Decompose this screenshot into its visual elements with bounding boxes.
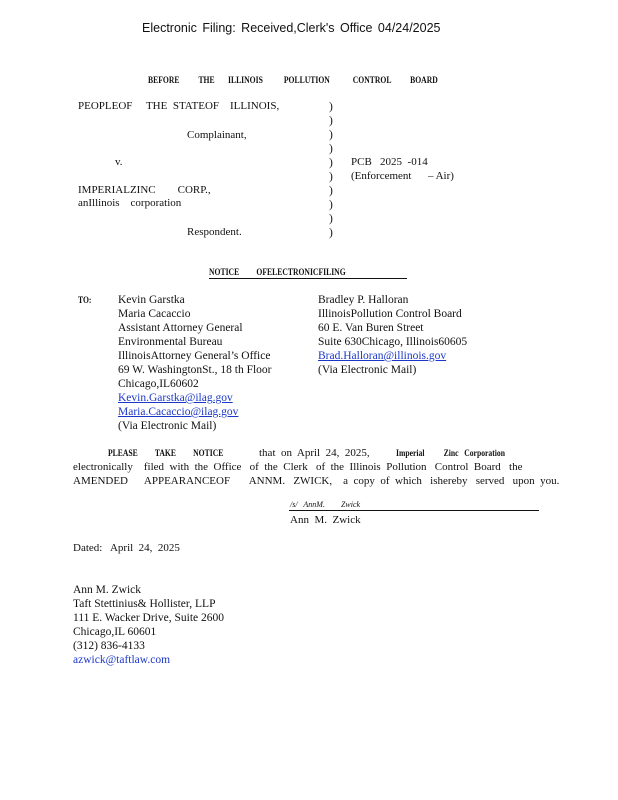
filing-stamp-header: Electronic Filing: Received,Clerk's Office 04/24/2025 xyxy=(142,21,441,35)
caption-bracket-column xyxy=(329,100,333,240)
caption-complainant: Complainant, xyxy=(187,129,247,141)
recipient-name: Maria Cacaccio xyxy=(118,308,191,320)
case-type: (Enforcement – Air) xyxy=(351,170,454,182)
recipient-street: 60 E. Van Buren Street xyxy=(318,322,424,334)
recipient-title: Assistant Attorney General xyxy=(118,322,243,334)
caption-bracket: ) xyxy=(329,199,333,211)
notice-title-underline xyxy=(209,278,407,279)
recipient-city: Chicago,IL60602 xyxy=(118,378,199,390)
caption-bracket: ) xyxy=(329,101,333,113)
recipient-office: IllinoisAttorney General’s Office xyxy=(118,350,271,362)
caption-bracket: ) xyxy=(329,143,333,155)
recipient-office: IllinoisPollution Control Board xyxy=(318,308,462,320)
caption-bracket: ) xyxy=(329,129,333,141)
caption-plaintiff: PEOPLEOF THE STATEOF ILLINOIS, xyxy=(78,100,280,112)
recipients-right xyxy=(318,293,467,377)
service-method: (Via Electronic Mail) xyxy=(118,420,217,432)
notice-title: NOTICE OFELECTRONICFILING xyxy=(209,267,346,277)
board-title: BEFORE THE ILLINOIS POLLUTION CONTROL BOARD xyxy=(148,75,438,85)
caption-defendant-type: anIllinois corporation xyxy=(78,197,182,209)
email-link-cacaccio[interactable]: Maria.Cacaccio@ilag.gov xyxy=(118,406,239,418)
recipient-bureau: Environmental Bureau xyxy=(118,336,223,348)
caption-bracket: ) xyxy=(329,171,333,183)
recipients-left xyxy=(118,293,272,433)
recipient-name: Bradley P. Halloran xyxy=(318,294,409,306)
caption-respondent: Respondent. xyxy=(187,226,242,238)
body-date-phrase: that on April 24, 2025, xyxy=(259,447,370,459)
email-link-halloran[interactable]: Brad.Halloran@illinois.gov xyxy=(318,350,447,362)
recipient-name: Kevin Garstka xyxy=(118,294,185,306)
case-number: PCB 2025 -014 xyxy=(351,156,428,168)
caption-bracket: ) xyxy=(329,115,333,127)
counsel-name: Ann M. Zwick xyxy=(73,584,142,596)
body-line-3: AMENDED APPEARANCEOF ANNM. ZWICK, a copy of which ishereby served upon you. xyxy=(73,475,560,487)
dated-line: Dated: April 24, 2025 xyxy=(73,542,180,554)
recipient-street: 69 W. WashingtonSt., 18 th Floor xyxy=(118,364,272,376)
signatory-name: Ann M. Zwick xyxy=(290,514,361,526)
to-label: TO: xyxy=(78,295,92,305)
caption-bracket: ) xyxy=(329,213,333,225)
caption-bracket: ) xyxy=(329,185,333,197)
signature-line xyxy=(289,510,539,511)
recipient-city: Suite 630Chicago, Illinois60605 xyxy=(318,336,468,348)
caption-bracket: ) xyxy=(329,227,333,239)
body-please-take-notice: PLEASE TAKE NOTICE xyxy=(108,448,224,458)
counsel-email-link[interactable]: azwick@taftlaw.com xyxy=(73,654,171,666)
counsel-block xyxy=(73,583,224,667)
caption-defendant-name: IMPERIALZINC CORP., xyxy=(78,184,211,196)
body-party-name: Imperial Zinc Corporation xyxy=(396,448,506,458)
counsel-city: Chicago,IL 60601 xyxy=(73,626,157,638)
counsel-firm: Taft Stettinius& Hollister, LLP xyxy=(73,598,216,610)
service-method: (Via Electronic Mail) xyxy=(318,364,417,376)
email-link-garstka[interactable]: Kevin.Garstka@ilag.gov xyxy=(118,392,233,404)
electronic-signature: /s/ AnnM. Zwick xyxy=(290,500,361,509)
caption-versus: v. xyxy=(115,156,123,168)
caption-bracket: ) xyxy=(329,157,333,169)
counsel-street: 111 E. Wacker Drive, Suite 2600 xyxy=(73,612,224,624)
counsel-phone: (312) 836-4133 xyxy=(73,640,145,652)
body-line-2: electronically filed with the Office of the Clerk of the Illinois Pollution Control Board the xyxy=(73,461,523,473)
